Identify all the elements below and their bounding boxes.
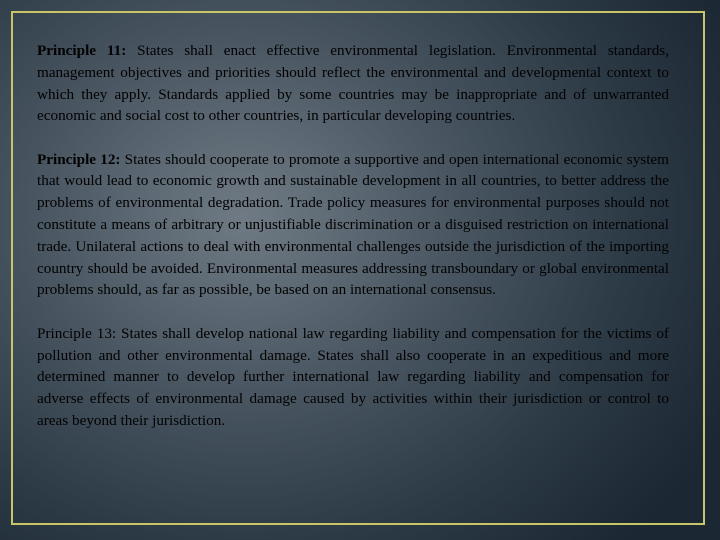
- principle-11-paragraph: [37, 40, 669, 127]
- principle-13-paragraph: [37, 323, 669, 432]
- principle-11-text: States shall enact effective environmental legislation. Environmental standards, management objectives and priorities should reflect the environmental and developmental context to which they apply. Standards applied by some countries may be inappropriate and of unwarranted economic and social cost to other countries, in particular developing countries.: [37, 42, 669, 125]
- principle-11-heading: Principle 11:: [37, 42, 127, 59]
- slide-content: [37, 40, 669, 453]
- principle-12-paragraph: [37, 149, 669, 302]
- principle-13-heading: Principle 13: [37, 324, 112, 342]
- principle-12-heading: Principle 12:: [37, 150, 121, 168]
- principle-12-text: States should cooperate to promote a supportive and open international economic system that would lead to economic growth and sustainable development in all countries, to better address the problems of environmental degradation. Trade policy measures for environmental purposes should not constitute a means of arbitrary or unjustifiable discrimination or a disguised restriction on international trade. Unilateral actions to deal with environmental challenges outside the jurisdiction of the importing country should be avoided. Environmental measures addressing transboundary or global environmental problems should, as far as possible, be based on an international consensus.: [37, 150, 669, 299]
- principle-13-text: : States shall develop national law regarding liability and compensation for the victims of pollution and other environmental damage. States shall also cooperate in an expeditious and more determined manner to develop further international law regarding liability and compensation for adverse effects of environmental damage caused by activities within their jurisdiction or control to areas beyond their jurisdiction.: [37, 324, 669, 429]
